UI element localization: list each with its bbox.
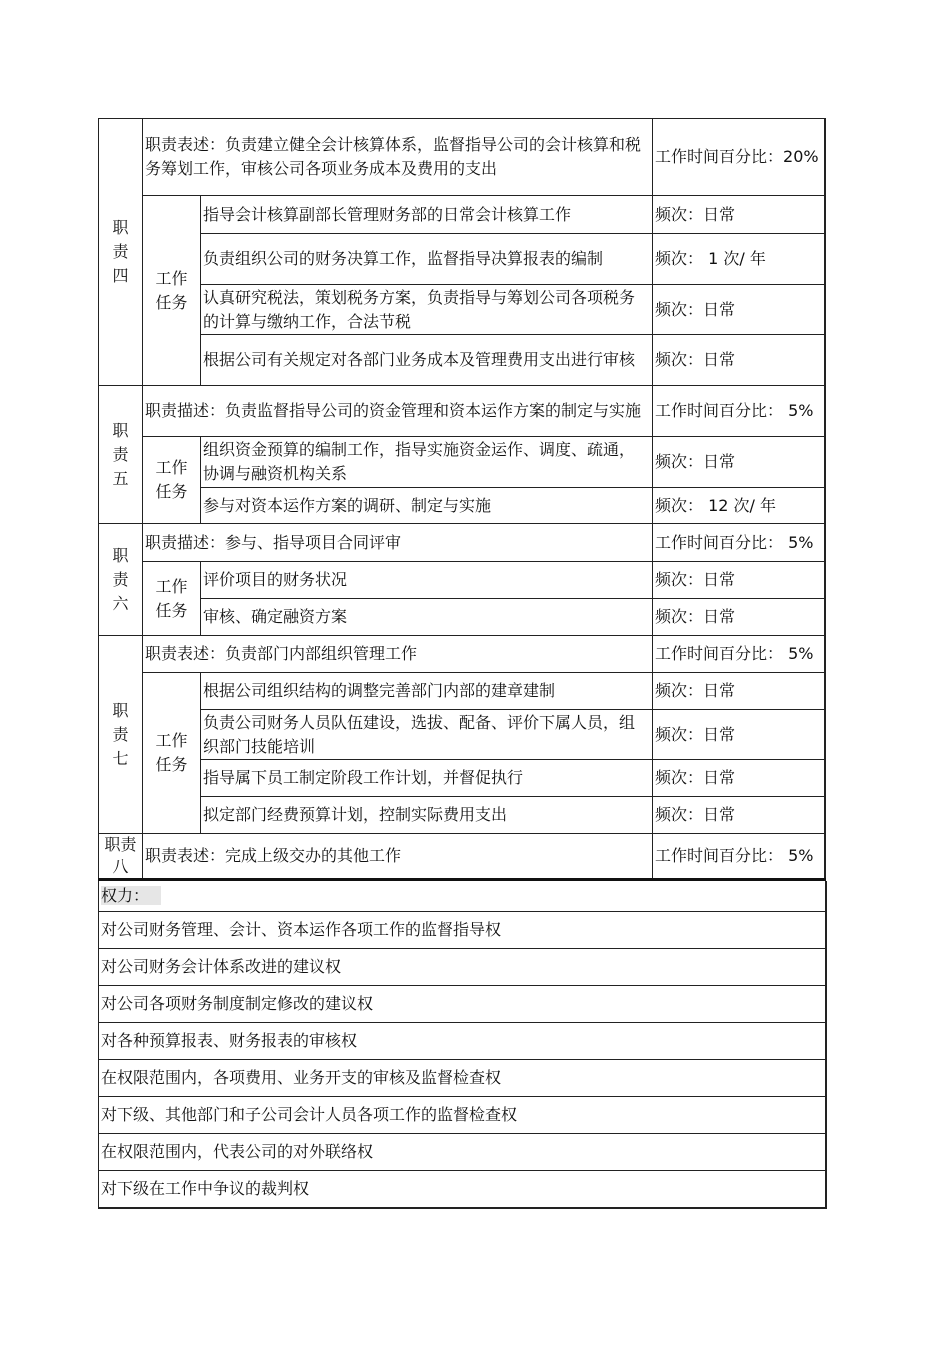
task-text: 组织资金预算的编制工作，指导实施资金运作、调度、疏通，协调与融资机构关系 xyxy=(201,437,653,488)
task-frequency: 频次：日常 xyxy=(653,562,825,599)
power-item: 对公司财务会计体系改进的建议权 xyxy=(99,948,825,985)
task-text: 参与对资本运作方案的调研、制定与实施 xyxy=(201,488,653,524)
duties-table xyxy=(98,118,826,881)
task-frequency: 频次：日常 xyxy=(653,599,825,636)
duty-8-description-row xyxy=(99,834,825,880)
task-text: 认真研究税法，策划税务方案，负责指导与筹划公司各项税务的计算与缴纳工作，合法节税 xyxy=(201,285,653,335)
task-text: 根据公司组织结构的调整完善部门内部的建章建制 xyxy=(201,673,653,710)
powers-section xyxy=(98,881,827,1209)
task-frequency: 频次：日常 xyxy=(653,285,825,335)
task-text: 拟定部门经费预算计划，控制实际费用支出 xyxy=(201,797,653,834)
powers-title: 权力： xyxy=(101,886,161,905)
task-text: 指导会计核算副部长管理财务部的日常会计核算工作 xyxy=(201,196,653,234)
task-row xyxy=(99,234,825,285)
powers-title-row xyxy=(99,881,825,911)
task-row xyxy=(99,760,825,797)
duty-8-label: 职责 八 xyxy=(99,834,143,880)
task-frequency: 频次：日常 xyxy=(653,196,825,234)
duty-7-description: 职责表述：负责部门内部组织管理工作 xyxy=(143,636,653,673)
task-frequency: 频次：日常 xyxy=(653,437,825,488)
power-item: 在权限范围内，代表公司的对外联络权 xyxy=(99,1133,825,1170)
task-row xyxy=(99,437,825,488)
task-text: 负责公司财务人员队伍建设，选拔、配备、评价下属人员，组织部门技能培训 xyxy=(201,710,653,760)
duty-4-task-label: 工作任务 xyxy=(143,196,201,386)
duty-5-description-row xyxy=(99,386,825,437)
task-frequency: 频次：日常 xyxy=(653,797,825,834)
duty-7-time-share: 工作时间百分比： 5% xyxy=(653,636,825,673)
duty-7-label: 职 责 七 xyxy=(99,636,143,834)
task-text: 评价项目的财务状况 xyxy=(201,562,653,599)
duty-5-description: 职责描述：负责监督指导公司的资金管理和资本运作方案的制定与实施 xyxy=(143,386,653,437)
task-text: 指导属下员工制定阶段工作计划，并督促执行 xyxy=(201,760,653,797)
duty-4-description: 职责表述：负责建立健全会计核算体系，监督指导公司的会计核算和税务筹划工作，审核公司各项业务成本及费用的支出 xyxy=(143,119,653,196)
power-item: 对公司财务管理、会计、资本运作各项工作的监督指导权 xyxy=(99,911,825,948)
task-row xyxy=(99,196,825,234)
task-frequency: 频次：日常 xyxy=(653,335,825,386)
duty-6-description-row xyxy=(99,524,825,562)
task-row xyxy=(99,710,825,760)
duty-7-task-label: 工作任务 xyxy=(143,673,201,834)
duty-5-label: 职 责 五 xyxy=(99,386,143,524)
task-text: 负责组织公司的财务决算工作，监督指导决算报表的编制 xyxy=(201,234,653,285)
task-frequency: 频次： 12 次/ 年 xyxy=(653,488,825,524)
duty-8-description: 职责表述：完成上级交办的其他工作 xyxy=(143,834,653,880)
power-item: 对下级在工作中争议的裁判权 xyxy=(99,1170,825,1207)
task-text: 审核、确定融资方案 xyxy=(201,599,653,636)
duty-4-description-row xyxy=(99,119,825,196)
task-frequency: 频次：日常 xyxy=(653,710,825,760)
power-item: 对各种预算报表、财务报表的审核权 xyxy=(99,1022,825,1059)
duty-5-task-label: 工作任务 xyxy=(143,437,201,524)
power-item: 对下级、其他部门和子公司会计人员各项工作的监督检查权 xyxy=(99,1096,825,1133)
task-row xyxy=(99,673,825,710)
task-row xyxy=(99,599,825,636)
duty-7-description-row xyxy=(99,636,825,673)
duty-4-time-share: 工作时间百分比：20% xyxy=(653,119,825,196)
task-text: 根据公司有关规定对各部门业务成本及管理费用支出进行审核 xyxy=(201,335,653,386)
task-frequency: 频次： 1 次/ 年 xyxy=(653,234,825,285)
duty-6-description: 职责描述：参与、指导项目合同评审 xyxy=(143,524,653,562)
job-description-page xyxy=(98,118,824,1209)
task-row xyxy=(99,335,825,386)
task-row xyxy=(99,488,825,524)
duty-6-time-share: 工作时间百分比： 5% xyxy=(653,524,825,562)
task-row xyxy=(99,285,825,335)
duty-6-label: 职 责 六 xyxy=(99,524,143,636)
duty-8-time-share: 工作时间百分比： 5% xyxy=(653,834,825,880)
duty-5-time-share: 工作时间百分比： 5% xyxy=(653,386,825,437)
task-row xyxy=(99,797,825,834)
duty-6-task-label: 工作任务 xyxy=(143,562,201,636)
duty-4-label: 职 责 四 xyxy=(99,119,143,386)
power-item: 在权限范围内，各项费用、业务开支的审核及监督检查权 xyxy=(99,1059,825,1096)
task-row xyxy=(99,562,825,599)
task-frequency: 频次：日常 xyxy=(653,760,825,797)
power-item: 对公司各项财务制度制定修改的建议权 xyxy=(99,985,825,1022)
task-frequency: 频次：日常 xyxy=(653,673,825,710)
